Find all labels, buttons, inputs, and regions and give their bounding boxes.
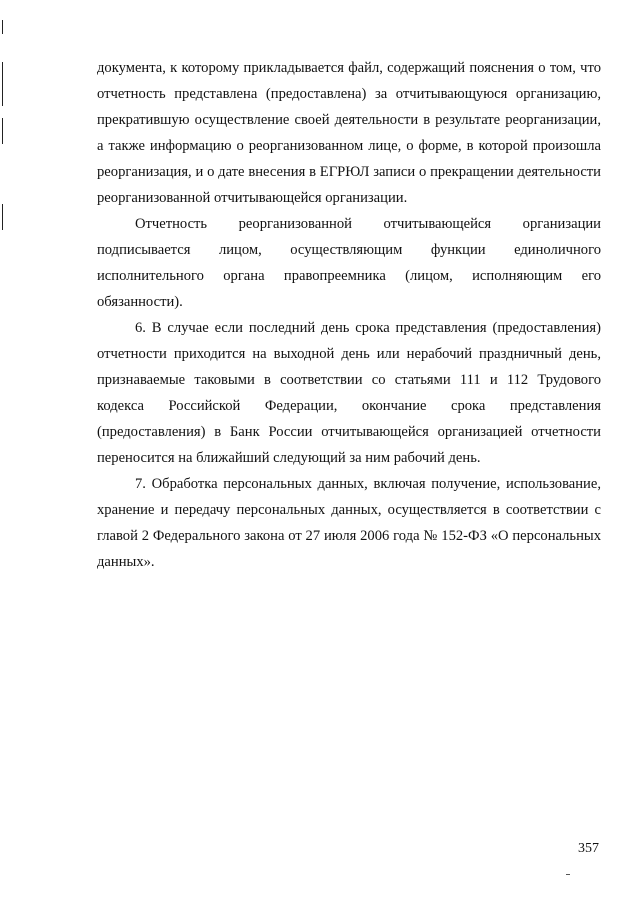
scan-margin-mark <box>2 62 3 106</box>
scan-artifact <box>566 874 570 875</box>
paragraph-signature: Отчетность реорганизованной отчитывающейся организации подписывается лицом, осуществляющим функции единоличного исполнительного органа правопреемника (лицом, исполняющим его обязанности). <box>97 216 601 310</box>
scan-margin-mark <box>2 20 3 34</box>
page-number: 357 <box>578 841 599 856</box>
paragraph-continuation: документа, к которому прикладывается файл, содержащий пояснения о том, что отчетность представлена (предоставлена) за отчитывающуюся организацию, прекратившую осуществление своей деятельности в результате реорганизации, а также информацию о реорганизованном лице, о форме, в которой произошла реорганизация, и о дате внесения в ЕГРЮЛ записи о прекращении деятельности реорганизованной отчитывающейся организации. <box>97 60 601 206</box>
paragraph-item-7: 7. Обработка персональных данных, включая получение, использование, хранение и передачу персональных данных, осуществляется в соответствии с главой 2 Федерального закона от 27 июля 2006 года № 152-ФЗ «О персональных данных». <box>97 476 601 570</box>
scan-margin-mark <box>2 118 3 144</box>
scan-margin-mark <box>2 204 3 230</box>
paragraph-item-6: 6. В случае если последний день срока представления (предоставления) отчетности приходится на выходной день или нерабочий праздничный день, признаваемые таковыми в соответствии со статьями 111 и 112 Трудового кодекса Российской Федерации, окончание срока представления (предоставления) в Банк России отчитывающейся организацией отчетности переносится на ближайший следующий за ним рабочий день. <box>97 320 601 466</box>
document-body <box>97 55 601 575</box>
